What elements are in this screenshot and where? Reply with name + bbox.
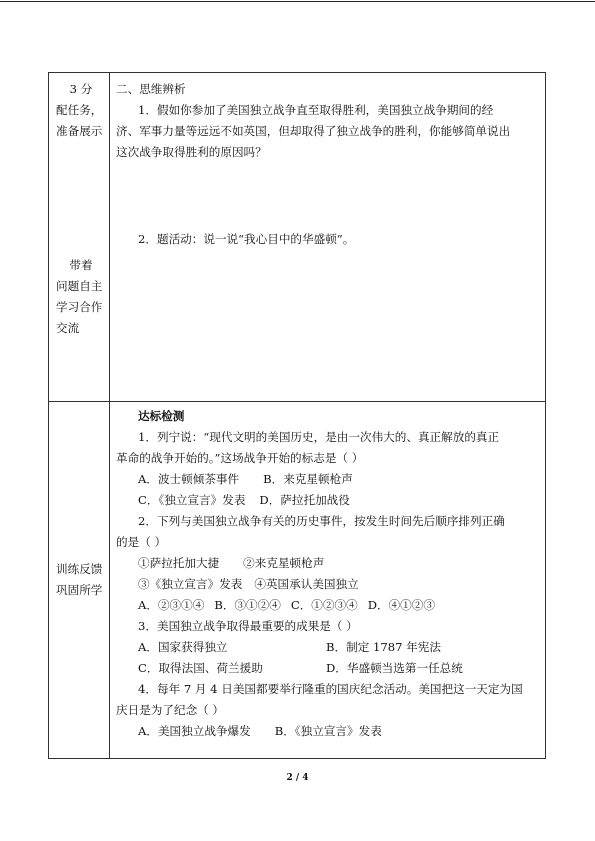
page-number: 2 / 4 bbox=[286, 773, 309, 783]
question-line: 革命的战争开始的。”这场战争开始的标志是（ ） bbox=[116, 451, 364, 465]
item: ④英国承认美国独立 bbox=[254, 577, 359, 591]
option-line bbox=[116, 658, 568, 679]
question-line: 4．每年 7 月 4 日美国都要举行隆重的国庆纪念活动。美国把这一天定为国 bbox=[138, 682, 523, 696]
item: ③《独立宣言》发表 bbox=[138, 577, 243, 591]
row2-left-line: 巩固所学 bbox=[56, 583, 103, 597]
option-a: A．②③①④ bbox=[138, 598, 205, 612]
option-line bbox=[116, 637, 568, 658]
option-d: D．华盛顿当选第一任总统 bbox=[326, 661, 463, 675]
option-a: A．国家获得独立 bbox=[138, 640, 228, 654]
table-row bbox=[49, 73, 546, 402]
question-line: 这次战争取得胜利的原因吗？ bbox=[116, 145, 267, 159]
option-c: C．①②③④ bbox=[290, 598, 358, 612]
question-line: 2．题活动：说一说“我心目中的华盛顿”。 bbox=[138, 232, 355, 246]
question-line: 2．下列与美国独立战争有关的历史事件，按发生时间先后顺序排列正确 bbox=[138, 514, 505, 528]
option-b: B．制定 1787 年宪法 bbox=[326, 640, 441, 654]
section-heading: 二、思维辨析 bbox=[116, 82, 186, 96]
question-line: 3．美国独立战争取得最重要的成果是（ ） bbox=[138, 619, 358, 633]
option-c: C．《独立宣言》发表 bbox=[138, 493, 246, 507]
row2-right-cell bbox=[110, 402, 546, 759]
item-line bbox=[116, 553, 568, 574]
option-line bbox=[116, 721, 568, 742]
option-b: B．③①②④ bbox=[214, 598, 281, 612]
option-a: A．美国独立战争爆发 bbox=[138, 724, 251, 738]
question-line: 1．列宁说：“现代文明的美国历史，是由一次伟大的、真正解放的真正 bbox=[138, 430, 500, 444]
row2-left-cell bbox=[49, 402, 110, 759]
row1-left-bottom-line: 带着 bbox=[69, 258, 93, 272]
option-d: D．萨拉托加战役 bbox=[259, 493, 350, 507]
question-line: 济、军事力量等远远不如英国，但却取得了独立战争的胜利，你能够简单说出 bbox=[116, 124, 511, 138]
header-rule bbox=[0, 1, 595, 2]
row1-right-cell bbox=[110, 73, 546, 402]
row1-left-cell bbox=[49, 73, 110, 402]
question-line: 的是（ ） bbox=[116, 535, 167, 549]
item: ①萨拉托加大捷 bbox=[138, 556, 220, 570]
option-c: C．取得法国、荷兰援助 bbox=[138, 661, 263, 675]
item-line bbox=[116, 574, 568, 595]
row1-left-bottom-line: 学习合作 bbox=[56, 300, 103, 314]
option-line bbox=[116, 595, 568, 616]
table-row bbox=[49, 402, 546, 759]
option-d: D．④①②③ bbox=[367, 598, 435, 612]
item: ②来克星顿枪声 bbox=[243, 556, 325, 570]
lesson-table bbox=[48, 72, 546, 759]
option-b: B．来克星顿枪声 bbox=[263, 472, 353, 486]
row1-left-top-line: 3 分 bbox=[69, 82, 93, 96]
question-line: 1．假如你参加了美国独立战争直至取得胜利，美国独立战争期间的经 bbox=[138, 103, 494, 117]
option-a: A．波士顿倾茶事件 bbox=[138, 472, 240, 486]
row1-left-bottom-line: 问题自主 bbox=[56, 279, 103, 293]
option-b: B．《独立宣言》发表 bbox=[274, 724, 382, 738]
question-line: 庆日是为了纪念（ ） bbox=[116, 703, 225, 717]
option-line bbox=[116, 490, 568, 511]
row2-left-line: 训练反馈 bbox=[56, 562, 103, 576]
row1-left-top-line: 准备展示 bbox=[56, 124, 103, 138]
row1-left-top-line: 配任务， bbox=[56, 103, 103, 117]
row1-left-bottom-line: 交流 bbox=[56, 321, 80, 335]
option-line bbox=[116, 469, 568, 490]
section-heading: 达标检测 bbox=[138, 409, 185, 423]
